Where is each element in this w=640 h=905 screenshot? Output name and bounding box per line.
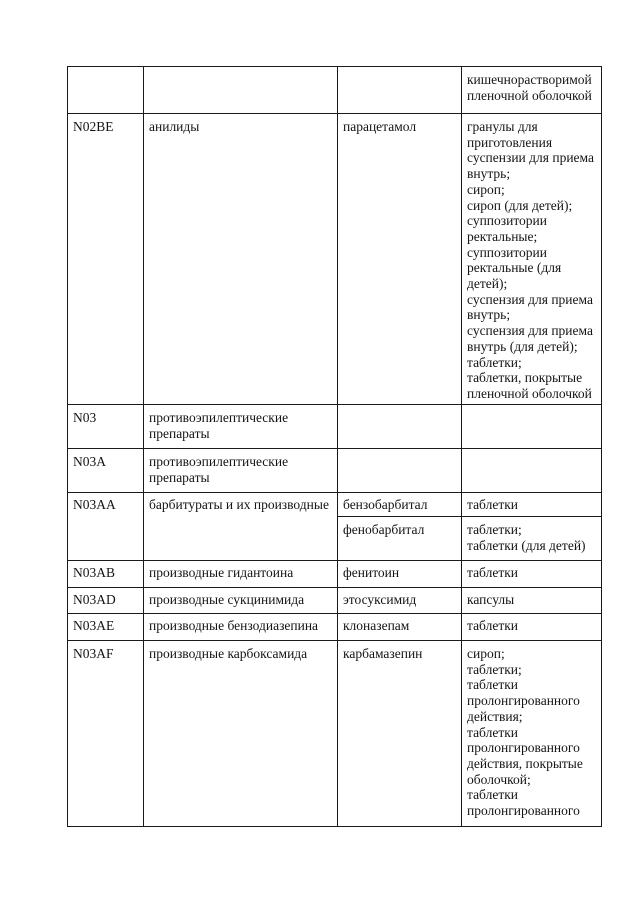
atc-code-cell <box>68 67 144 114</box>
drug-name-cell <box>338 449 462 493</box>
group-name-cell: противоэпилептические препараты <box>144 449 338 493</box>
group-name-cell: производные сукцинимида <box>144 588 338 614</box>
table-row <box>68 641 602 827</box>
table-row <box>68 67 602 114</box>
group-name-cell: производные карбоксамида <box>144 641 338 827</box>
group-name-cell: производные бензодиазепина <box>144 614 338 641</box>
group-name-cell: барбитураты и их производные <box>144 493 338 561</box>
group-name-cell <box>144 67 338 114</box>
dosage-form-cell: сироп; таблетки; таблетки пролонгированного действия; таблетки пролонгированного действия, покрытые оболочкой; таблетки пролонгированного <box>462 641 602 827</box>
drug-name-cell: карбамазепин <box>338 641 462 827</box>
atc-code-cell: N02BE <box>68 114 144 405</box>
dosage-form-cell: капсулы <box>462 588 602 614</box>
drug-name-cell: этосуксимид <box>338 588 462 614</box>
atc-code-cell: N03AB <box>68 561 144 588</box>
group-name-cell: производные гидантоина <box>144 561 338 588</box>
dosage-form-cell: таблетки <box>462 614 602 641</box>
drug-name-cell: фенобарбитал <box>338 517 462 561</box>
table-row <box>68 493 602 517</box>
drug-table <box>67 66 602 827</box>
atc-code-cell: N03AE <box>68 614 144 641</box>
atc-code-cell: N03A <box>68 449 144 493</box>
table-row <box>68 561 602 588</box>
drug-name-cell <box>338 405 462 449</box>
group-name-cell: анилиды <box>144 114 338 405</box>
drug-name-cell: бензобарбитал <box>338 493 462 517</box>
drug-name-cell: клоназепам <box>338 614 462 641</box>
dosage-form-cell: таблетки <box>462 561 602 588</box>
atc-code-cell: N03 <box>68 405 144 449</box>
table-row <box>68 614 602 641</box>
table-row <box>68 405 602 449</box>
dosage-form-cell: гранулы для приготовления суспензии для приема внутрь; сироп; сироп (для детей); суппозитории ректальные; суппозитории ректальные (для детей); суспензия для приема внутрь; суспензия для приема внутрь (для детей); таблетки; таблетки, покрытые пленочной оболочкой <box>462 114 602 405</box>
drug-name-cell: фенитоин <box>338 561 462 588</box>
dosage-form-cell: таблетки; таблетки (для детей) <box>462 517 602 561</box>
drug-name-cell <box>338 67 462 114</box>
dosage-form-cell: кишечнорастворимой пленочной оболочкой <box>462 67 602 114</box>
atc-code-cell: N03AF <box>68 641 144 827</box>
dosage-form-cell: таблетки <box>462 493 602 517</box>
table-row <box>68 588 602 614</box>
group-name-cell: противоэпилептические препараты <box>144 405 338 449</box>
drug-name-cell: парацетамол <box>338 114 462 405</box>
table-row <box>68 114 602 405</box>
atc-code-cell: N03AD <box>68 588 144 614</box>
dosage-form-cell <box>462 449 602 493</box>
dosage-form-cell <box>462 405 602 449</box>
atc-code-cell: N03AA <box>68 493 144 561</box>
table-row <box>68 449 602 493</box>
